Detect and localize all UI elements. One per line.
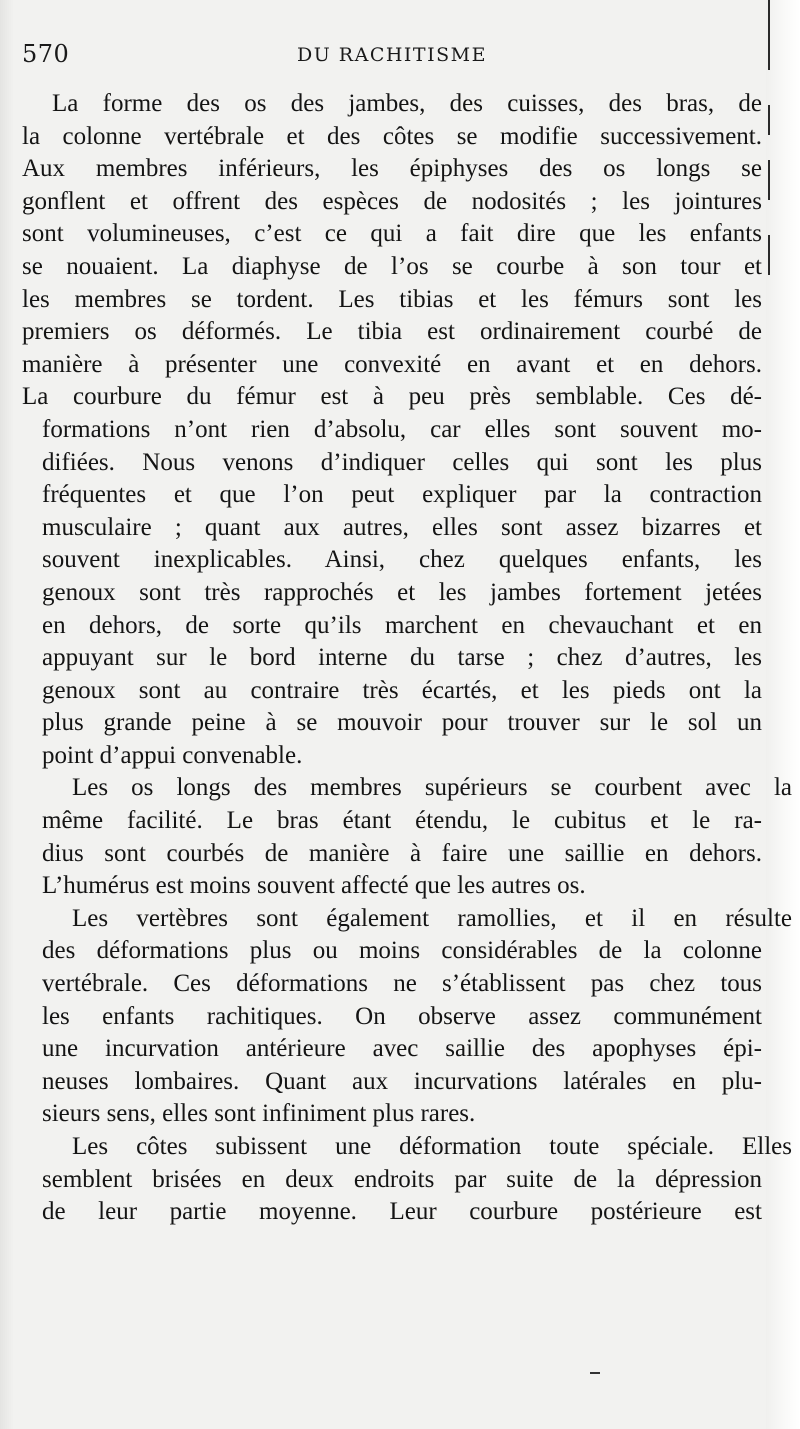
text-line: vertébrale. Ces déformations ne s’établissent pas chez tous [42,970,762,998]
paragraph-4 [22,1131,792,1229]
text-line: Les vertèbres sont également ramollies, et il en résulte [72,904,792,932]
text-line: une incurvation antérieure avec saillie des apophyses épi- [42,1035,762,1063]
text-line: même facilité. Le bras étant étendu, le cubitus et le ra- [42,807,762,835]
text-line: La courbure du fémur est à peu près semblable. Ces dé- [22,383,762,411]
text-line: point d’appui convenable. [42,741,303,769]
text-line: gonflent et offrent des espèces de nodosités ; les jointures [22,187,762,215]
text-line: musculaire ; quant aux autres, elles sont assez bizarres et [42,513,762,541]
page-edge-mark [768,105,770,135]
text-line: les enfants rachitiques. On observe assez communément [42,1002,762,1030]
page-edge-mark [768,160,770,200]
text-line: souvent inexplicables. Ainsi, chez quelques enfants, les [42,546,762,574]
text-line: dius sont courbés de manière à faire une saillie en dehors. [42,839,762,867]
text-line: La forme des os des jambes, des cuisses, des bras, de [52,90,762,117]
text-line: en dehors, de sorte qu’ils marchent en chevauchant et en [42,611,762,639]
text-line: L’humérus est moins souvent affecté que les autres os. [42,872,586,900]
text-line: genoux sont au contraire très écartés, et les pieds ont la [42,676,762,704]
text-line: manière à présenter une convexité en avant et en dehors. [22,350,762,378]
page-edge-mark [768,235,770,275]
page-gutter-shade [0,0,14,1429]
text-line: des déformations plus ou moins considérables de la colonne [42,937,762,965]
text-line: Aux membres inférieurs, les épiphyses des os longs se [22,155,762,183]
text-line: les membres se tordent. Les tibias et les fémurs sont les [22,285,762,313]
paragraph-2 [22,772,792,902]
text-line: sieurs sens, elles sont infiniment plus rares. [42,1100,476,1128]
text-line: genoux sont très rapprochés et les jambes fortement jetées [42,578,762,606]
text-line: Les os longs des membres supérieurs se courbent avec la [72,774,792,802]
paragraph-1 [22,88,762,772]
text-line: de leur partie moyenne. Leur courbure postérieure est [42,1198,762,1226]
running-title: DU RACHITISME [297,44,487,66]
text-line: se nouaient. La diaphyse de l’os se courbe à son tour et [22,252,762,280]
text-line: difiées. Nous venons d’indiquer celles qui sont les plus [42,448,762,476]
text-line: sont volumineuses, c’est ce qui a fait dire que les enfants [22,220,762,248]
text-line: appuyant sur le bord interne du tarse ; chez d’autres, les [42,644,762,672]
page-edge-mark [768,0,770,70]
text-line: premiers os déformés. Le tibia est ordinairement courbé de [22,318,762,346]
text-line: semblent brisées en deux endroits par suite de la dépression [42,1165,762,1193]
paragraph-3 [22,903,792,1131]
body-text [22,88,792,1229]
text-line: la colonne vertébrale et des côtes se modifie successivement. [22,122,762,150]
text-line: formations n’ont rien d’absolu, car elles sont souvent mo- [42,415,762,443]
text-line: plus grande peine à se mouvoir pour trouver sur le sol un [42,709,762,737]
page-header [22,36,762,76]
text-line: Les côtes subissent une déformation toute spéciale. Elles [72,1133,792,1160]
text-line: neuses lombaires. Quant aux incurvations latérales en plu- [42,1067,762,1095]
page-number: 570 [22,40,70,68]
page-right-edge [766,0,800,1429]
text-line: fréquentes et que l’on peut expliquer par la contraction [42,481,762,509]
print-speck [590,1372,600,1374]
